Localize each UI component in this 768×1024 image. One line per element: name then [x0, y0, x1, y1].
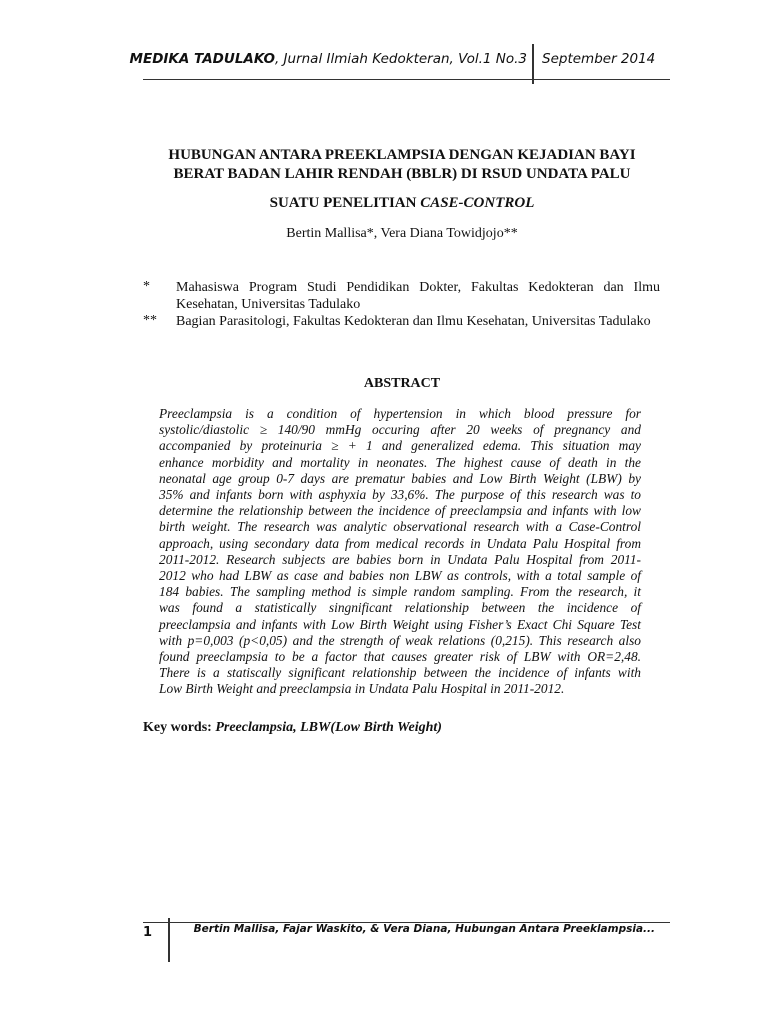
- abstract-line: 2011-2012. Research subjects are babies born in Undata Palu Hospital from 2011-: [159, 551, 641, 567]
- affiliation-2-mark: **: [143, 313, 157, 328]
- abstract-line: preeclampsia and infants with Low Birth Weight using Fisher’s Exact Chi Square Test: [159, 616, 641, 632]
- abstract-line: accompanied by proteinuria ≥ + 1 and generalized edema. This situation may: [159, 438, 641, 454]
- journal-details: , Jurnal Ilmiah Kedokteran, Vol.1 No.3: [274, 51, 527, 67]
- paper-title-line-2: BERAT BADAN LAHIR RENDAH (BBLR) DI RSUD UNDATA PALU: [173, 166, 631, 182]
- affiliation-1-mark: *: [143, 279, 150, 294]
- abstract-line: found preeclampsia to be a factor that causes greater risk of LBW with OR=2,48.: [159, 649, 641, 665]
- keywords: [143, 720, 442, 736]
- header-divider-vertical: [532, 44, 534, 84]
- paper-subtitle: [0, 195, 768, 212]
- abstract-line: 2012 who had LBW as case and babies non LBW as controls, with a total sample of: [159, 568, 641, 584]
- subtitle-emphasis: CASE-CONTROL: [420, 195, 535, 211]
- subtitle-prefix: SUATU PENELITIAN: [269, 195, 421, 211]
- keywords-label: Key words:: [143, 720, 216, 735]
- abstract-line: enhance morbidity and mortality in neonates. The highest cause of death in the: [159, 454, 641, 470]
- keywords-value: Preeclampsia, LBW(Low Birth Weight): [215, 720, 442, 735]
- issue-date: September 2014: [542, 51, 656, 67]
- abstract-line: systolic/diastolic ≥ 140/90 mmHg occuring after 20 weeks of pregnancy and: [159, 422, 641, 438]
- running-footer: Bertin Mallisa, Fajar Waskito, & Vera Diana, Hubungan Antara Preeklampsia...: [193, 923, 655, 935]
- abstract-line: with p=0,003 (p<0,05) and the strength of weak relations (0,215). This research also: [159, 632, 641, 648]
- abstract-line: birth weight. The research was analytic observational research with a Case-Control: [159, 519, 641, 535]
- page-number: 1: [143, 925, 153, 940]
- abstract-line: neonatal age group 0-7 days are prematur babies and Low Birth Weight (LBW) by: [159, 470, 641, 486]
- affiliation-1-text: [176, 279, 660, 313]
- affiliation-1-line-1: Mahasiswa Program Studi Pendidikan Dokter, Fakultas Kedokteran dan Ilmu: [176, 280, 660, 295]
- header-rule: [143, 79, 670, 80]
- affiliation-2-text: Bagian Parasitologi, Fakultas Kedokteran dan Ilmu Kesehatan, Universitas Tadulako: [176, 314, 651, 329]
- abstract-body: [159, 406, 641, 698]
- author-list: Bertin Mallisa*, Vera Diana Towidjojo**: [286, 226, 518, 241]
- affiliation-1-line-2: Kesehatan, Universitas Tadulako: [176, 297, 361, 312]
- abstract-line: Preeclampsia is a condition of hypertension in which blood pressure for: [159, 406, 641, 421]
- running-header: [0, 51, 527, 67]
- abstract-line: There is a statiscally significant relationship between the incidence of infants with: [159, 665, 641, 681]
- abstract-line: Low Birth Weight and preeclampsia in Undata Palu Hospital in 2011-2012.: [159, 681, 565, 697]
- abstract-line: was found a statistically singnificant relationship between the incidence of: [159, 600, 641, 616]
- abstract-line: 184 babies. The sampling method is simple random sampling. From the research, it: [159, 584, 641, 600]
- abstract-heading: ABSTRACT: [363, 376, 441, 391]
- abstract-line: approach, using secondary data from medical records in Undata Palu Hospital from: [159, 535, 641, 551]
- abstract-line: 35% and infants born with asphyxia by 33,6%. The purpose of this research was to: [159, 487, 641, 503]
- journal-name: MEDIKA TADULAKO: [129, 51, 275, 67]
- paper-title-line-1: HUBUNGAN ANTARA PREEKLAMPSIA DENGAN KEJADIAN BAYI: [168, 147, 636, 163]
- abstract-line: determine the relationship between the incidence of preeclampsia and infants with low: [159, 503, 641, 519]
